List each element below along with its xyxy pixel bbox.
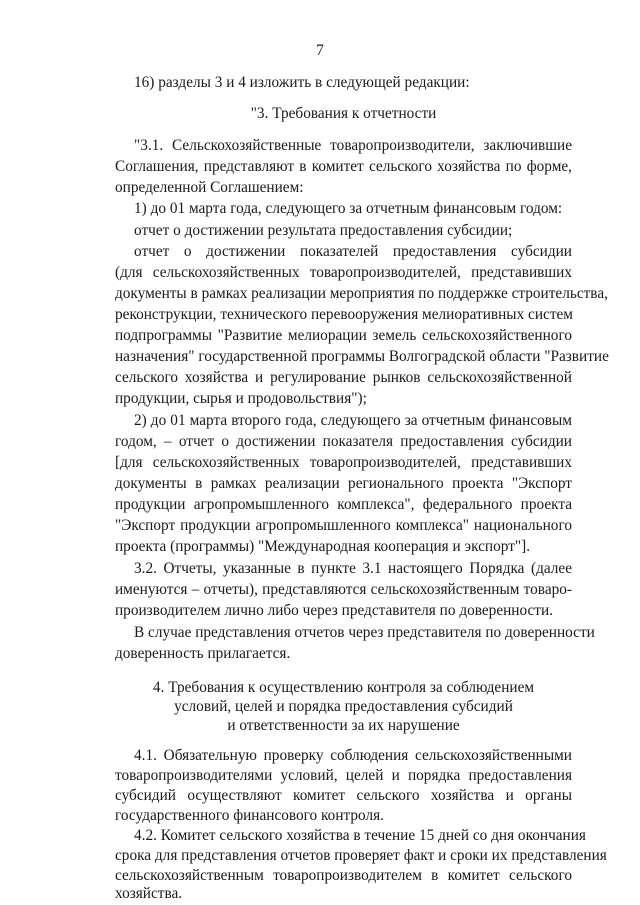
text-line: 4.2. Комитет сельского хозяйства в течение 15 дней со дня окончания [134,827,586,844]
text-line: продукции, сырья и продовольствия"); [115,390,367,407]
text-line: 1) до 01 марта года, следующего за отчетным финансовым годом: [134,200,563,217]
text-line: производителем лично либо через представителя по доверенности. [115,602,554,619]
text-line: документы в рамках реализации регионального проекта "Экспорт [115,475,572,492]
text-line: (для сельскохозяйственных товаропроизводителей, представивших [115,264,572,281]
text-line: сельского хозяйства и регулирование рынков сельскохозяйственной [115,369,572,386]
text-line: [для сельскохозяйственных товаропроизводителей, представивших [115,454,572,471]
text-line: "3.1. Сельскохозяйственные товаропроизводители, заключившие [134,137,572,154]
text-line: государственного финансового контроля. [115,807,384,824]
text-line: 4.1. Обязательную проверку соблюдения сельскохозяйственными [134,747,572,764]
text-line: сельскохозяйственным товаропроизводителем в комитет сельского [115,867,572,884]
section-4-title: условий, целей и порядка предоставления субсидий [174,698,513,715]
section-4-title: 4. Требования к осуществлению контроля за соблюдением [152,679,535,696]
text-line: доверенность прилагается. [115,645,291,662]
text-line: документы в рамках реализации мероприятия по поддержке строительства, [115,285,608,302]
text-line: определенной Соглашением: [115,179,304,196]
text-line: продукции агропромышленного комплекса", федерального проекта [115,496,572,513]
text-line: товаропроизводителями условий, целей и порядка предоставления [115,767,572,784]
text-line: В случае представления отчетов через представителя по доверенности [134,624,595,641]
section-3-title: "3. Требования к отчетности [250,105,437,122]
text-line: 3.2. Отчеты, указанные в пункте 3.1 настоящего Порядка (далее [134,560,572,577]
text-line: проекта (программы) "Международная кооперация и экспорт"]. [115,538,531,555]
text-line: Соглашения, представляют в комитет сельского хозяйства по форме, [115,158,572,175]
text-line: 2) до 01 марта второго года, следующего за отчетным финансовым [134,412,572,429]
text-line: годом, – отчет о достижении показателя предоставления субсидии [115,433,572,450]
text-line: срока для представления отчетов проверяет факт и сроки их представления [115,847,607,864]
section-4-title: и ответственности за их нарушение [227,717,460,734]
text-line: назначения" государственной программы Волгоградской области "Развитие [115,348,609,365]
text-line: отчет о достижении показателей предоставления субсидии [134,243,572,260]
text-line: "Экспорт продукции агропромышленного комплекса" национального [115,517,572,534]
text-line: субсидий осуществляют комитет сельского хозяйства и органы [115,787,572,804]
intro-line: 16) разделы 3 и 4 изложить в следующей редакции: [134,74,470,91]
text-line: подпрограммы "Развитие мелиорации земель сельскохозяйственного [115,327,572,344]
text-line: хозяйства. [115,885,183,902]
text-line: именуются – отчеты), представляются сельскохозяйственным товаро- [115,581,572,598]
text-line: реконструкции, технического перевооружения мелиоративных систем [115,306,573,323]
text-line: отчет о достижении результата предоставления субсидии; [134,222,513,239]
page-number: 7 [316,42,324,59]
